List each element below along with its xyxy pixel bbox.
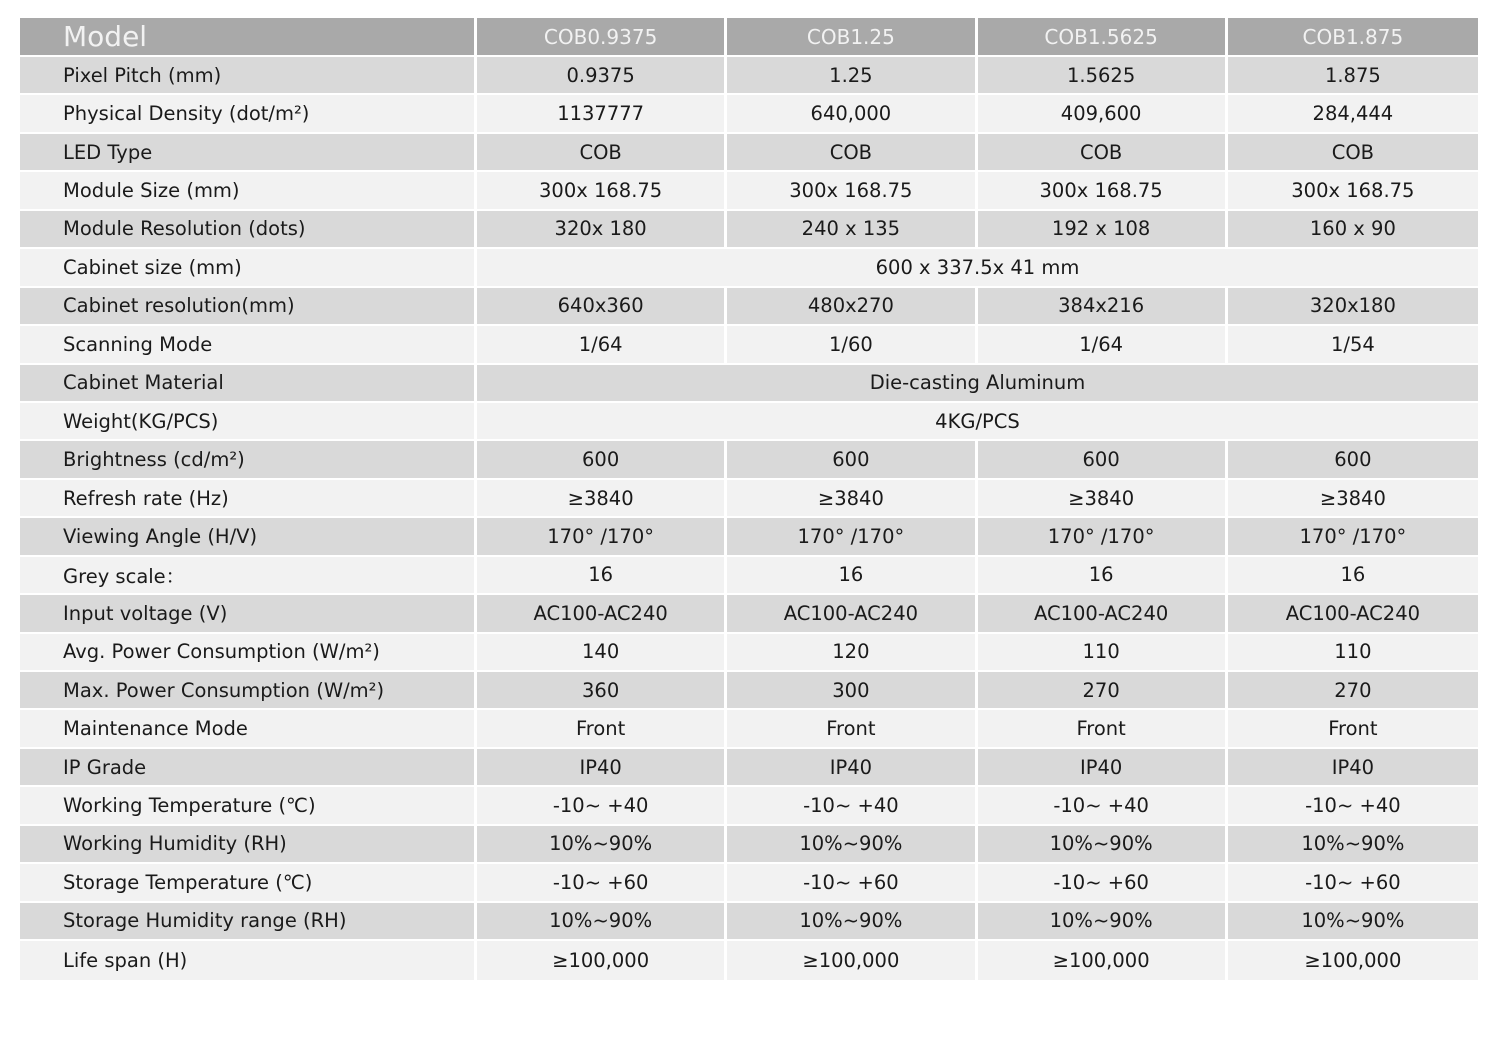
- row-value-1: 10%~90%: [727, 826, 977, 864]
- row-value-1: -10~ +40: [727, 787, 977, 825]
- row-merged-value: 600 x 337.5x 41 mm: [477, 249, 1478, 287]
- row-label: Storage Humidity range (RH): [20, 903, 477, 941]
- table-row: [20, 710, 1478, 748]
- row-value-1: ≥3840: [727, 480, 977, 518]
- row-label: Physical Density (dot/m²): [20, 95, 477, 133]
- row-value-1: 300x 168.75: [727, 172, 977, 210]
- row-label: Module Size (mm): [20, 172, 477, 210]
- row-value-2: ≥100,000: [978, 941, 1228, 979]
- row-label: Pixel Pitch (mm): [20, 57, 477, 95]
- table-row: [20, 903, 1478, 941]
- table-row: [20, 134, 1478, 172]
- row-value-2: Front: [978, 710, 1228, 748]
- row-value-2: 192 x 108: [978, 211, 1228, 249]
- row-value-0: ≥100,000: [477, 941, 727, 979]
- row-value-0: ≥3840: [477, 480, 727, 518]
- row-value-1: IP40: [727, 749, 977, 787]
- table-row: [20, 403, 1478, 441]
- table-row: [20, 518, 1478, 556]
- row-label: IP Grade: [20, 749, 477, 787]
- table-row: [20, 634, 1478, 672]
- row-value-2: 170° /170°: [978, 518, 1228, 556]
- row-value-0: 140: [477, 634, 727, 672]
- row-value-0: 300x 168.75: [477, 172, 727, 210]
- row-value-0: 320x 180: [477, 211, 727, 249]
- table-row: [20, 787, 1478, 825]
- row-value-0: 640x360: [477, 288, 727, 326]
- row-label: Input voltage (V): [20, 595, 477, 633]
- table-row: [20, 441, 1478, 479]
- row-label: LED Type: [20, 134, 477, 172]
- table-row: [20, 557, 1478, 595]
- table-row: [20, 826, 1478, 864]
- row-value-0: 600: [477, 441, 727, 479]
- row-value-2: 110: [978, 634, 1228, 672]
- row-value-2: 10%~90%: [978, 903, 1228, 941]
- row-value-1: -10~ +60: [727, 864, 977, 902]
- table-row: [20, 480, 1478, 518]
- header-model-1: COB1.25: [727, 18, 977, 57]
- row-value-3: 1.875: [1228, 57, 1478, 95]
- row-value-3: 10%~90%: [1228, 903, 1478, 941]
- row-value-0: 170° /170°: [477, 518, 727, 556]
- row-value-2: 1.5625: [978, 57, 1228, 95]
- row-label: Avg. Power Consumption (W/m²): [20, 634, 477, 672]
- row-value-2: 600: [978, 441, 1228, 479]
- row-value-2: 384x216: [978, 288, 1228, 326]
- row-value-0: 10%~90%: [477, 903, 727, 941]
- row-value-1: 120: [727, 634, 977, 672]
- row-label: Max. Power Consumption (W/m²): [20, 672, 477, 710]
- spec-table: [20, 18, 1478, 980]
- row-value-2: ≥3840: [978, 480, 1228, 518]
- row-value-1: 240 x 135: [727, 211, 977, 249]
- row-value-1: 170° /170°: [727, 518, 977, 556]
- row-value-2: 10%~90%: [978, 826, 1228, 864]
- row-value-1: COB: [727, 134, 977, 172]
- row-value-3: COB: [1228, 134, 1478, 172]
- row-value-3: Front: [1228, 710, 1478, 748]
- row-value-2: IP40: [978, 749, 1228, 787]
- spec-body: [20, 57, 1478, 980]
- row-merged-value: Die-casting Aluminum: [477, 365, 1478, 403]
- row-value-2: 1/64: [978, 326, 1228, 364]
- row-label: Grey scale：: [20, 557, 477, 595]
- header-model-3: COB1.875: [1228, 18, 1478, 57]
- row-value-3: 270: [1228, 672, 1478, 710]
- row-value-0: COB: [477, 134, 727, 172]
- row-value-2: 16: [978, 557, 1228, 595]
- row-value-1: 480x270: [727, 288, 977, 326]
- row-value-3: 16: [1228, 557, 1478, 595]
- table-row: [20, 941, 1478, 979]
- row-value-1: AC100-AC240: [727, 595, 977, 633]
- row-label: Weight(KG/PCS): [20, 403, 477, 441]
- row-value-0: Front: [477, 710, 727, 748]
- row-value-0: 1/64: [477, 326, 727, 364]
- row-value-0: -10~ +60: [477, 864, 727, 902]
- row-label: Scanning Mode: [20, 326, 477, 364]
- row-value-2: 300x 168.75: [978, 172, 1228, 210]
- row-label: Working Humidity (RH): [20, 826, 477, 864]
- row-value-0: 360: [477, 672, 727, 710]
- row-value-2: -10~ +40: [978, 787, 1228, 825]
- row-value-3: 320x180: [1228, 288, 1478, 326]
- row-value-3: -10~ +60: [1228, 864, 1478, 902]
- row-value-0: 1137777: [477, 95, 727, 133]
- row-value-2: 270: [978, 672, 1228, 710]
- row-value-3: 600: [1228, 441, 1478, 479]
- row-value-3: IP40: [1228, 749, 1478, 787]
- table-row: [20, 672, 1478, 710]
- table-row: [20, 211, 1478, 249]
- row-value-0: AC100-AC240: [477, 595, 727, 633]
- table-row: [20, 172, 1478, 210]
- row-value-0: 10%~90%: [477, 826, 727, 864]
- row-value-1: ≥100,000: [727, 941, 977, 979]
- table-row: [20, 326, 1478, 364]
- row-merged-value: 4KG/PCS: [477, 403, 1478, 441]
- row-label: Storage Temperature (℃): [20, 864, 477, 902]
- row-value-3: 284,444: [1228, 95, 1478, 133]
- row-value-0: 0.9375: [477, 57, 727, 95]
- row-value-1: 10%~90%: [727, 903, 977, 941]
- row-value-3: ≥3840: [1228, 480, 1478, 518]
- row-value-3: 10%~90%: [1228, 826, 1478, 864]
- row-value-3: ≥100,000: [1228, 941, 1478, 979]
- row-label: Working Temperature (℃): [20, 787, 477, 825]
- row-value-3: AC100-AC240: [1228, 595, 1478, 633]
- row-value-3: 110: [1228, 634, 1478, 672]
- table-row: [20, 595, 1478, 633]
- row-value-3: 1/54: [1228, 326, 1478, 364]
- row-value-3: 170° /170°: [1228, 518, 1478, 556]
- row-value-2: AC100-AC240: [978, 595, 1228, 633]
- row-value-3: 300x 168.75: [1228, 172, 1478, 210]
- header-model-label: Model: [20, 18, 477, 57]
- row-value-1: 16: [727, 557, 977, 595]
- table-row: [20, 288, 1478, 326]
- row-value-0: 16: [477, 557, 727, 595]
- row-label: Refresh rate (Hz): [20, 480, 477, 518]
- row-value-1: 1/60: [727, 326, 977, 364]
- row-value-2: -10~ +60: [978, 864, 1228, 902]
- row-value-1: Front: [727, 710, 977, 748]
- table-row: [20, 249, 1478, 287]
- row-label: Viewing Angle (H/V): [20, 518, 477, 556]
- row-label: Cabinet Material: [20, 365, 477, 403]
- row-value-1: 300: [727, 672, 977, 710]
- row-label: Module Resolution (dots): [20, 211, 477, 249]
- row-value-1: 600: [727, 441, 977, 479]
- header-model-2: COB1.5625: [978, 18, 1228, 57]
- row-value-0: -10~ +40: [477, 787, 727, 825]
- header-model-0: COB0.9375: [477, 18, 727, 57]
- table-row: [20, 57, 1478, 95]
- row-label: Maintenance Mode: [20, 710, 477, 748]
- row-label: Brightness (cd/m²): [20, 441, 477, 479]
- row-label: Cabinet size (mm): [20, 249, 477, 287]
- row-label: Cabinet resolution(mm): [20, 288, 477, 326]
- table-row: [20, 95, 1478, 133]
- row-value-0: IP40: [477, 749, 727, 787]
- row-value-1: 640,000: [727, 95, 977, 133]
- table-row: [20, 864, 1478, 902]
- row-value-2: COB: [978, 134, 1228, 172]
- row-value-1: 1.25: [727, 57, 977, 95]
- table-row: [20, 365, 1478, 403]
- header-row: [20, 18, 1478, 57]
- row-value-3: -10~ +40: [1228, 787, 1478, 825]
- table-row: [20, 749, 1478, 787]
- row-value-3: 160 x 90: [1228, 211, 1478, 249]
- row-label: Life span (H): [20, 941, 477, 979]
- row-value-2: 409,600: [978, 95, 1228, 133]
